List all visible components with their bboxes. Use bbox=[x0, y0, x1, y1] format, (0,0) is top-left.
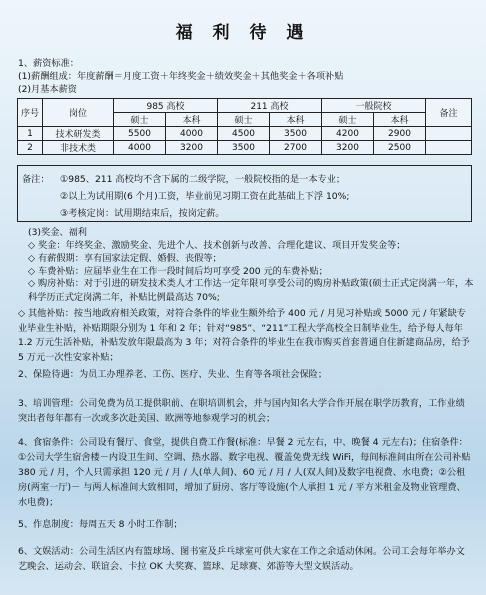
salary-cell: 3200 bbox=[166, 141, 218, 155]
salary-cell: 3500 bbox=[218, 141, 270, 155]
note-cell bbox=[426, 127, 472, 141]
note-item-3: ③考核定岗：试用期结束后，按岗定薪。 bbox=[60, 208, 225, 219]
training-section: 3、培训管理：公司免费为员工提供职前、在职培训机会，并与国内知名大学合作开展在职学历教育，工作业绩突出者每年都有一次或多次赴美国、欧洲等地参观学习的机会； bbox=[18, 398, 465, 424]
note-item-2: ②以上为试用期(6 个月)工资，毕业前见习期工资在此基础上下浮 10%; bbox=[60, 191, 350, 202]
monthly-salary-heading: (2)月基本薪资 bbox=[18, 84, 77, 95]
salary-cell: 4000 bbox=[114, 141, 166, 155]
table-row bbox=[18, 127, 472, 141]
section-salary-heading: 1、薪资标准： bbox=[18, 58, 79, 69]
subheader-master: 硕士 bbox=[218, 113, 270, 127]
row-no: 2 bbox=[18, 141, 43, 155]
subheader-master: 硕士 bbox=[322, 113, 374, 127]
row-no: 1 bbox=[18, 127, 43, 141]
subheader-bachelor: 本科 bbox=[374, 113, 426, 127]
salary-cell: 2900 bbox=[374, 127, 426, 141]
salary-cell: 4000 bbox=[166, 127, 218, 141]
subheader-master: 硕士 bbox=[114, 113, 166, 127]
col-header-211: 211 高校 bbox=[218, 99, 322, 113]
salary-cell: 4200 bbox=[322, 127, 374, 141]
subheader-bachelor: 本科 bbox=[166, 113, 218, 127]
salary-cell: 3500 bbox=[270, 127, 322, 141]
table-row bbox=[18, 141, 472, 155]
paid-leave-item: ◇ 有薪假期：享有国家法定假、婚假、丧假等； bbox=[28, 253, 222, 264]
salary-cell: 2700 bbox=[270, 141, 322, 155]
recreation-section: 6、文娱活动：公司生活区内有篮球场、图书室及乒乓球室可供大家在工作之余适动休闲。公司工会每年举办文艺晚会、运动会、联谊会、卡拉 OK 大奖赛、篮球、足球赛、郊游等大型文娱活动。 bbox=[18, 546, 465, 572]
subheader-bachelor: 本科 bbox=[270, 113, 322, 127]
salary-cell: 3200 bbox=[322, 141, 374, 155]
page-title: 福 利 待 遇 bbox=[175, 23, 311, 43]
other-subsidy-item: ◇ 其他补贴：按当地政府相关政策，对符合条件的毕业生额外给予 400 元 / 月见习补贴或 5000 元 / 年紧缺专业毕业生补贴，补贴期限分别为 1 年和 2 年；针对“985”、“211”工程大学高校全日制毕业生，给予每人每年 1.2 万元生活补贴，补贴发放年限最高为 3 年；对符合条件的毕业生在我市购买首套普通自住新建商品房，给予 5 万元一次性安家补贴； bbox=[18, 308, 470, 363]
note-item-1: ①985、211 高校均不含下属的二级学院，一般院校指的是一本专业； bbox=[60, 174, 346, 185]
col-header-note: 备注 bbox=[426, 99, 472, 127]
row-position: 技术研发类 bbox=[43, 127, 114, 141]
salary-table bbox=[17, 98, 472, 155]
note-cell bbox=[426, 141, 472, 155]
salary-cell: 4500 bbox=[218, 127, 270, 141]
bonus-heading: (3)奖金、福利 bbox=[28, 227, 87, 238]
col-header-no: 序号 bbox=[18, 99, 43, 127]
col-header-general: 一般院校 bbox=[322, 99, 426, 113]
note-box bbox=[17, 165, 472, 222]
salary-cell: 5500 bbox=[114, 127, 166, 141]
col-header-985: 985 高校 bbox=[114, 99, 218, 113]
row-position: 非技术类 bbox=[43, 141, 114, 155]
salary-cell: 2500 bbox=[374, 141, 426, 155]
housing-item: ◇ 购房补贴：对于引进的研发技术类人才工作达一定年限可享受公司的购房补贴政策(硕士正式定岗满一年，本科学历正式定岗满二年，补贴比例最高达 70%; bbox=[28, 278, 474, 303]
insurance-section: 2、保险待遇：为员工办理养老、工伤、医疗、失业、生育等各项社会保险； bbox=[18, 369, 328, 380]
transport-item: ◇ 车费补贴：应届毕业生在工作一段时间后均可享受 200 元的车费补贴； bbox=[28, 266, 328, 277]
col-header-position: 岗位 bbox=[43, 99, 114, 127]
accommodation-section: 4、食宿条件：公司设有餐厅、食堂，提供自费工作餐(标准：早餐 2 元左右，中、晚餐 4 元左右)；住宿条件：①公司大学生宿舍楼－内设卫生间、空调、热水器、数字电视、覆盖免费无线 WiFi，每间标准间由所在公司补贴 380 元 / 月，个人只需承担 120 元 / 月 / 人(单人间)、60 元 / 月 / 人(双人间)及数字电视费、水电费；②公租房(两室一厅)－ 与两人标准间大致相同，增加了厨房、客厅等设施(个人承担 1 元 / 平方米租金及物业管理费、水电费)； bbox=[18, 437, 471, 508]
salary-composition: (1)薪酬组成：年度薪酬＝月度工资＋年终奖金＋绩效奖金＋其他奖金＋各项补贴 bbox=[18, 71, 344, 82]
note-label: 备注： bbox=[22, 174, 50, 185]
work-schedule-section: 5、作息制度：每周五天 8 小时工作制； bbox=[18, 519, 183, 530]
bonus-item: ◇ 奖金：年终奖金、激励奖金、先进个人、技术创新与改善、合理化建议、项目开发奖金等； bbox=[28, 240, 406, 251]
